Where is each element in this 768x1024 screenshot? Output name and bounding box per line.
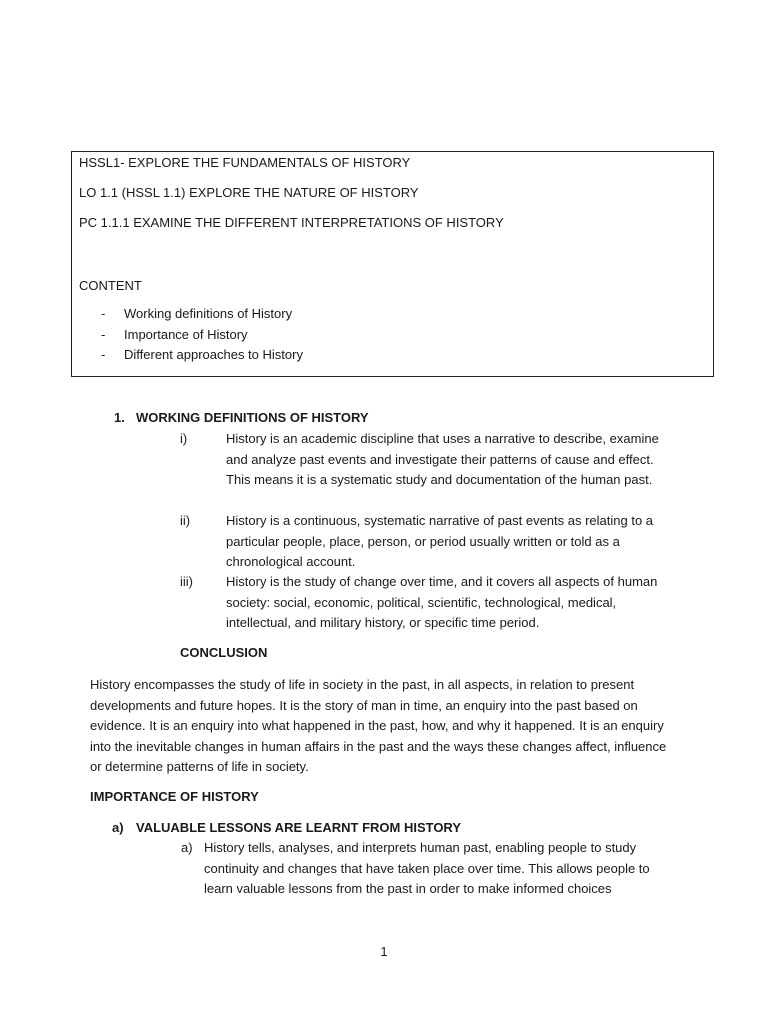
item-marker: a) <box>181 840 193 855</box>
definition-text: History is a continuous, systematic narrative of past events as relating to a particular people, place, person, or period usually written or told as a chronological account. <box>226 513 654 569</box>
definition-text: History is the study of change over time, and it covers all aspects of human society: social, economic, political, scientific, technological, medical, intellectual, and military history, or specific time period. <box>226 574 658 630</box>
course-title: HSSL1- EXPLORE THE FUNDAMENTALS OF HISTORY <box>79 155 411 170</box>
content-label: CONTENT <box>79 278 142 293</box>
section-number: 1. <box>114 410 125 425</box>
conclusion-paragraph: History encompasses the study of life in society in the past, in all aspects, in relation to present developments and future hopes. It is the story of man in time, an enquiry into the past based on evidence. It is an enquiry into what happened in the past, how, and why it happened. It is an enquiry into the inevitable changes in human affairs in the past and the ways these changes affect, influence or determine patterns of life in society. <box>90 677 667 774</box>
subsection-marker: a) <box>112 820 124 835</box>
item-text: History tells, analyses, and interprets human past, enabling people to study continuity and changes that have taken place over time. This allows people to learn valuable lessons from the past in order to make informed choices <box>204 840 650 896</box>
performance-criteria: PC 1.1.1 EXAMINE THE DIFFERENT INTERPRETATIONS OF HISTORY <box>79 215 504 230</box>
content-list <box>72 304 303 366</box>
content-list-item: - Working definitions of History <box>101 306 293 321</box>
subsection-heading: VALUABLE LESSONS ARE LEARNT FROM HISTORY <box>136 820 462 835</box>
importance-heading: IMPORTANCE OF HISTORY <box>90 789 259 804</box>
definition-text: History is an academic discipline that uses a narrative to describe, examine and analyze past events and investigate their patterns of cause and effect. This means it is a systematic study and documentation of the human past. <box>226 431 659 487</box>
content-list-item: - Different approaches to History <box>101 347 303 362</box>
page-number: 1 <box>380 944 388 959</box>
section-heading: WORKING DEFINITIONS OF HISTORY <box>136 410 369 425</box>
definition-marker: i) <box>180 431 188 446</box>
definition-marker: ii) <box>180 513 191 528</box>
definition-marker: iii) <box>180 574 193 589</box>
header-box <box>71 151 714 377</box>
learning-outcome: LO 1.1 (HSSL 1.1) EXPLORE THE NATURE OF HISTORY <box>79 185 419 200</box>
conclusion-label: CONCLUSION <box>180 645 268 660</box>
content-list-item: - Importance of History <box>101 326 248 342</box>
